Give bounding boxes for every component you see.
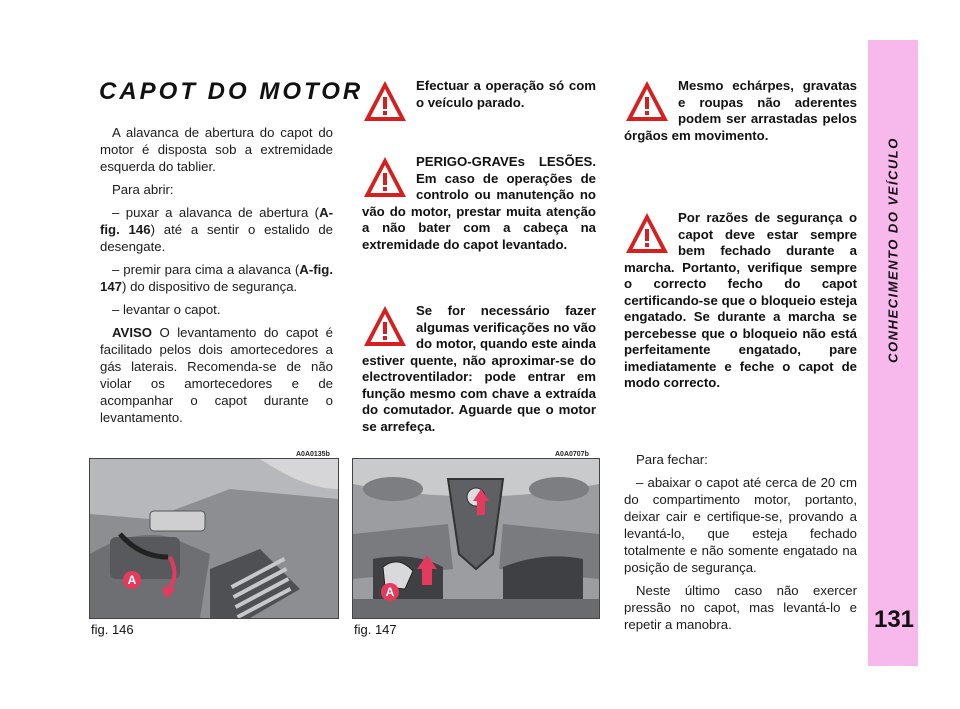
paragraph: Neste último caso não exercer pressão no capot, mas levantá-lo e repetir a manobra. [624, 583, 857, 632]
warning-note: Se for necessário fazer algumas verificações no vão do motor, quando este ainda estiver quente, não aproximar-se do electroventilador: pode entrar em função mesmo com chave a extraída do comutador. Aguarde que o motor se arrefeça. [362, 303, 596, 434]
body-column-1 [100, 124, 333, 432]
callout-label: A [123, 571, 141, 589]
paragraph: Para fechar: [636, 452, 708, 467]
warning-triangle-icon [362, 154, 408, 200]
section-title: CONHECIMENTO DO VEÍCULO [885, 137, 901, 363]
figure-code: A0A0135b [296, 451, 330, 458]
paragraph: Para abrir: [112, 182, 174, 197]
notice-label: AVISO [112, 325, 153, 340]
warning-triangle-icon [624, 210, 670, 256]
paragraph: – levantar o capot. [112, 302, 221, 317]
figure-146-image [89, 458, 339, 619]
body-column-3 [624, 451, 857, 639]
paragraph: A alavanca de abertura do capot do motor é disposta sob a extremidade esquerda do tablier. [100, 125, 333, 174]
paragraph: – premir para cima a alavanca (A-fig. 147) do dispositivo de segurança. [100, 262, 333, 294]
page-title: CAPOT DO MOTOR [99, 78, 364, 105]
figure-code: A0A0707b [555, 451, 589, 458]
warning-note: Por razões de segurança o capot deve estar sempre bem fechado durante a marcha. Portanto, verifique sempre o correcto fecho do capot certificando-se que o bloqueio esteja engatado. Se durante a marcha se percebesse que o bloqueio não está perfeitamente engatado, pare imediatamente e feche o capot de modo correcto. [624, 210, 857, 390]
callout-label: A [381, 583, 399, 601]
figure-147-image [352, 458, 600, 619]
figure-caption: fig. 146 [91, 622, 134, 637]
figure-ref: A-fig. 147 [100, 262, 333, 294]
warning-note: PERIGO-GRAVEs LESÕES. Em caso de operações de controlo ou manutenção no vão do motor, prestar muita atenção a não bater com a cabeça na extremidade do capot levantado. [362, 154, 596, 252]
page-number: 131 [873, 606, 915, 633]
warning-triangle-icon [362, 78, 408, 124]
figure-caption: fig. 147 [354, 622, 397, 637]
paragraph: – puxar a alavanca de abertura (A-fig. 146) até a sentir o estalido de desengate. [100, 205, 333, 254]
warning-triangle-icon [624, 78, 670, 124]
warning-triangle-icon [362, 303, 408, 349]
warning-note: Efectuar a operação só com o veículo parado. [362, 78, 596, 126]
warning-note: Mesmo echárpes, gravatas e roupas não aderentes podem ser arrastadas pelos órgãos em movimento. [624, 78, 857, 143]
figure-ref: A-fig. 146 [100, 205, 333, 237]
paragraph: AVISO O levantamento do capot é facilitado pelos dois amortecedores a gás laterais. Recomenda-se de não violar os amortecedores e de acompanhar o capot durante o levantamento. [100, 325, 333, 425]
paragraph: – abaixar o capot até cerca de 20 cm do compartimento motor, portanto, deixar cair e certifique-se, provando a levantá-lo, que esteja fechado totalmente e não somente engatado na posição de segurança. [624, 475, 857, 575]
